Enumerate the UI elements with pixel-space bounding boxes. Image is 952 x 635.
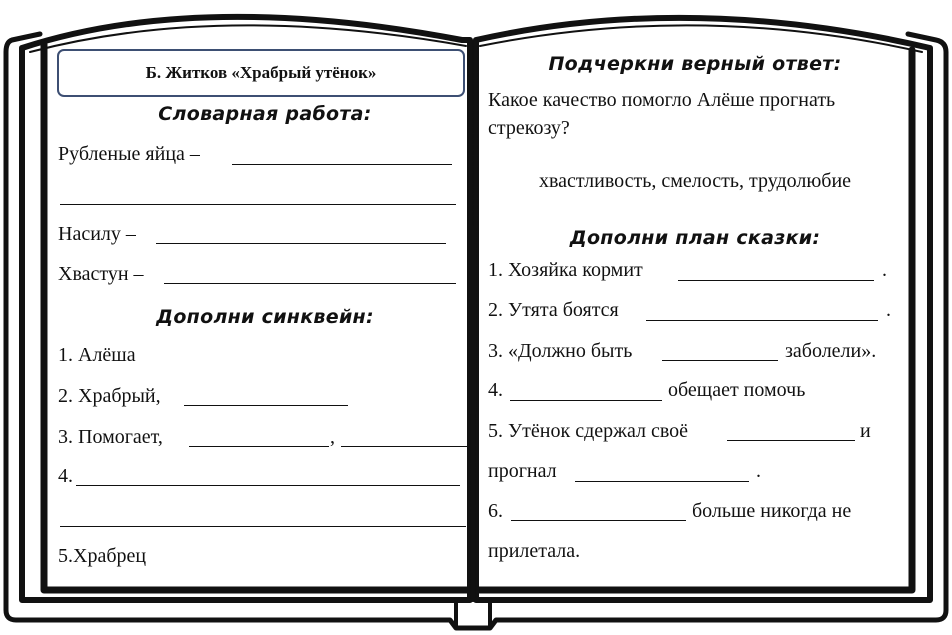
cinquain-answer-line-4b[interactable] <box>60 526 466 527</box>
plan-answer-line-2[interactable] <box>646 320 878 321</box>
vocab-answer-line-3[interactable] <box>164 283 456 284</box>
cinquain-heading: Дополни синквейн: <box>156 306 374 328</box>
cinquain-answer-line-4[interactable] <box>76 485 460 486</box>
vocab-heading: Словарная работа: <box>158 103 372 125</box>
vocab-label-1: Рубленые яйца – <box>58 143 200 165</box>
plan-answer-line-1[interactable] <box>678 280 874 281</box>
cinquain-line-5: 5.Храбрец <box>58 545 147 567</box>
plan-item-5b-end: . <box>756 460 761 482</box>
plan-item-5-end: и <box>860 420 871 442</box>
cinquain-answer-line-3b[interactable] <box>341 446 468 447</box>
cinquain-answer-line-2[interactable] <box>184 405 348 406</box>
plan-item-3-start: 3. «Должно быть <box>488 340 633 362</box>
plan-item-3-end: заболели». <box>785 340 877 362</box>
answer-options[interactable]: хвастливость, смелость, трудолюбие <box>538 170 852 192</box>
plan-answer-line-6[interactable] <box>511 520 686 521</box>
plan-answer-line-4[interactable] <box>510 400 662 401</box>
plan-answer-line-3[interactable] <box>662 360 778 361</box>
cinquain-line-2: 2. Храбрый, <box>58 385 161 407</box>
plan-item-1-end: . <box>882 259 887 281</box>
plan-item-5b-start: прогнал <box>488 460 557 482</box>
plan-item-6-end: больше никогда не <box>692 500 852 522</box>
plan-item-4-end: обещает помочь <box>668 379 806 401</box>
plan-item-1: 1. Хозяйка кормит <box>488 259 643 281</box>
plan-item-2-end: . <box>886 299 891 321</box>
story-title: Б. Житков «Храбрый утёнок» <box>145 63 377 82</box>
vocab-answer-line-1[interactable] <box>232 164 452 165</box>
underline-heading: Подчеркни верный ответ: <box>548 53 842 75</box>
plan-answer-line-5a[interactable] <box>727 440 855 441</box>
vocab-answer-line-1b[interactable] <box>60 204 456 205</box>
cinquain-line-3: 3. Помогает, <box>58 426 163 448</box>
story-title-box <box>57 49 465 97</box>
plan-item-6b: прилетала. <box>488 540 581 562</box>
plan-heading: Дополни план сказки: <box>569 227 821 249</box>
cinquain-line-3-comma: , <box>330 426 335 448</box>
vocab-label-3: Хвастун – <box>58 263 144 285</box>
cinquain-answer-line-3a[interactable] <box>189 446 329 447</box>
cinquain-line-1: 1. Алёша <box>58 344 136 366</box>
question-line-1: Какое качество помогло Алёше прогнать <box>488 89 836 111</box>
vocab-answer-line-2[interactable] <box>156 243 446 244</box>
question-line-2: стрекозу? <box>488 117 570 139</box>
plan-item-4-start: 4. <box>488 379 503 401</box>
plan-item-2: 2. Утята боятся <box>488 299 619 321</box>
vocab-label-2: Насилу – <box>58 223 136 245</box>
plan-item-5-start: 5. Утёнок сдержал своё <box>488 420 689 442</box>
cinquain-line-4: 4. <box>58 465 73 487</box>
plan-answer-line-5b[interactable] <box>575 481 749 482</box>
plan-item-6-start: 6. <box>488 500 503 522</box>
